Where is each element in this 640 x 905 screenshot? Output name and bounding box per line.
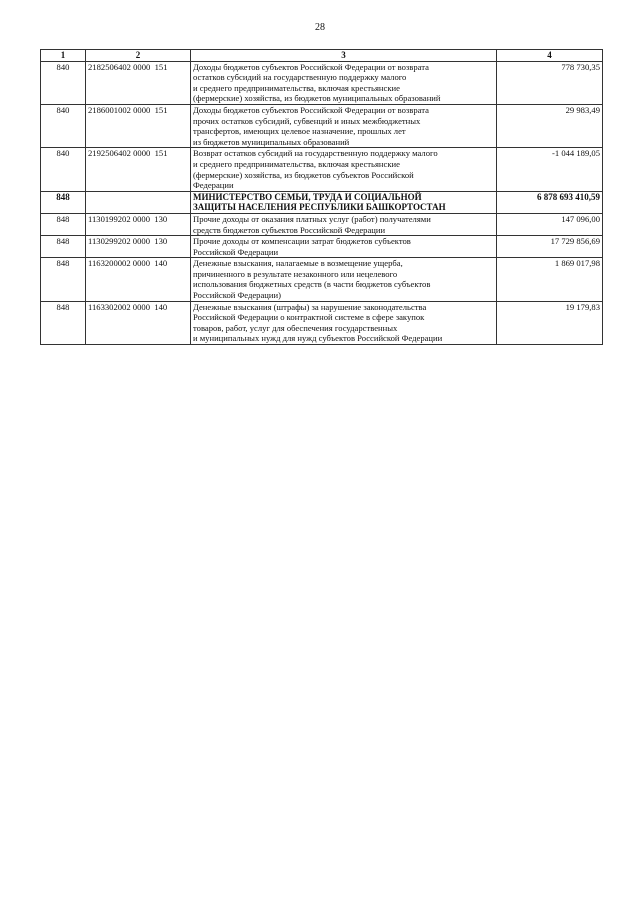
budget-classification-code-cell: 1130199202 0000 130 bbox=[86, 213, 191, 235]
amount-cell: 778 730,35 bbox=[497, 61, 603, 104]
admin-code-cell: 848 bbox=[41, 236, 86, 258]
budget-classification-code-cell: 2192506402 0000 151 bbox=[86, 148, 191, 191]
admin-code-cell: 848 bbox=[41, 191, 86, 213]
revenue-description-cell: Прочие доходы от компенсации затрат бюджетов субъектов Российской Федерации bbox=[191, 236, 497, 258]
revenue-description-cell: Доходы бюджетов субъектов Российской Федерации от возврата остатков субсидий на государственную поддержку малого и среднего предпринимательства, включая крестьянские (фермерские) хозяйства, из бюджетов муниципальных образований bbox=[191, 61, 497, 104]
column-header-4: 4 bbox=[497, 50, 603, 62]
table-row bbox=[41, 61, 603, 104]
revenue-description-cell: Доходы бюджетов субъектов Российской Федерации от возврата прочих остатков субсидий, субвенций и иных межбюджетных трансфертов, имеющих целевое назначение, прошлых лет из бюджетов муниципальных образований bbox=[191, 104, 497, 147]
budget-classification-code-cell: 1163302002 0000 140 bbox=[86, 301, 191, 344]
admin-code-cell: 840 bbox=[41, 61, 86, 104]
revenue-description-cell: МИНИСТЕРСТВО СЕМЬИ, ТРУДА И СОЦИАЛЬНОЙ ЗАЩИТЫ НАСЕЛЕНИЯ РЕСПУБЛИКИ БАШКОРТОСТАН bbox=[191, 191, 497, 213]
amount-cell: 19 179,83 bbox=[497, 301, 603, 344]
amount-cell: 6 878 693 410,59 bbox=[497, 191, 603, 213]
table-row bbox=[41, 104, 603, 147]
revenue-description-cell: Прочие доходы от оказания платных услуг (работ) получателями средств бюджетов субъектов Российской Федерации bbox=[191, 213, 497, 235]
table-row bbox=[41, 258, 603, 301]
amount-cell: 17 729 856,69 bbox=[497, 236, 603, 258]
column-header-2: 2 bbox=[86, 50, 191, 62]
amount-cell: 147 096,00 bbox=[497, 213, 603, 235]
budget-classification-code-cell: 1163200002 0000 140 bbox=[86, 258, 191, 301]
admin-code-cell: 840 bbox=[41, 104, 86, 147]
revenue-description-cell: Денежные взыскания (штрафы) за нарушение законодательства Российской Федерации о контрактной системе в сфере закупок товаров, работ, услуг для обеспечения государственных и муниципальных нужд для нужд субъектов Российской Федерации bbox=[191, 301, 497, 344]
column-header-1: 1 bbox=[41, 50, 86, 62]
table-row bbox=[41, 213, 603, 235]
revenue-description-cell: Возврат остатков субсидий на государственную поддержку малого и среднего предпринимательства, включая крестьянские (фермерские) хозяйства, из бюджетов субъектов Российской Федерации bbox=[191, 148, 497, 191]
table-section-row bbox=[41, 191, 603, 213]
amount-cell: -1 044 189,05 bbox=[497, 148, 603, 191]
admin-code-cell: 848 bbox=[41, 213, 86, 235]
budget-revenue-table bbox=[40, 49, 603, 345]
page-number: 28 bbox=[315, 22, 325, 33]
budget-classification-code-cell: 2186001002 0000 151 bbox=[86, 104, 191, 147]
budget-classification-code-cell: 2182506402 0000 151 bbox=[86, 61, 191, 104]
amount-cell: 1 869 017,98 bbox=[497, 258, 603, 301]
column-header-3: 3 bbox=[191, 50, 497, 62]
table-header-row bbox=[41, 50, 603, 62]
budget-classification-code-cell bbox=[86, 191, 191, 213]
admin-code-cell: 848 bbox=[41, 301, 86, 344]
admin-code-cell: 848 bbox=[41, 258, 86, 301]
budget-classification-code-cell: 1130299202 0000 130 bbox=[86, 236, 191, 258]
table-body bbox=[41, 61, 603, 344]
table-row bbox=[41, 301, 603, 344]
amount-cell: 29 983,49 bbox=[497, 104, 603, 147]
revenue-description-cell: Денежные взыскания, налагаемые в возмещение ущерба, причиненного в результате незаконного или нецелевого использования бюджетных средств (в части бюджетов субъектов Российской Федерации) bbox=[191, 258, 497, 301]
table-row bbox=[41, 148, 603, 191]
admin-code-cell: 840 bbox=[41, 148, 86, 191]
table-row bbox=[41, 236, 603, 258]
